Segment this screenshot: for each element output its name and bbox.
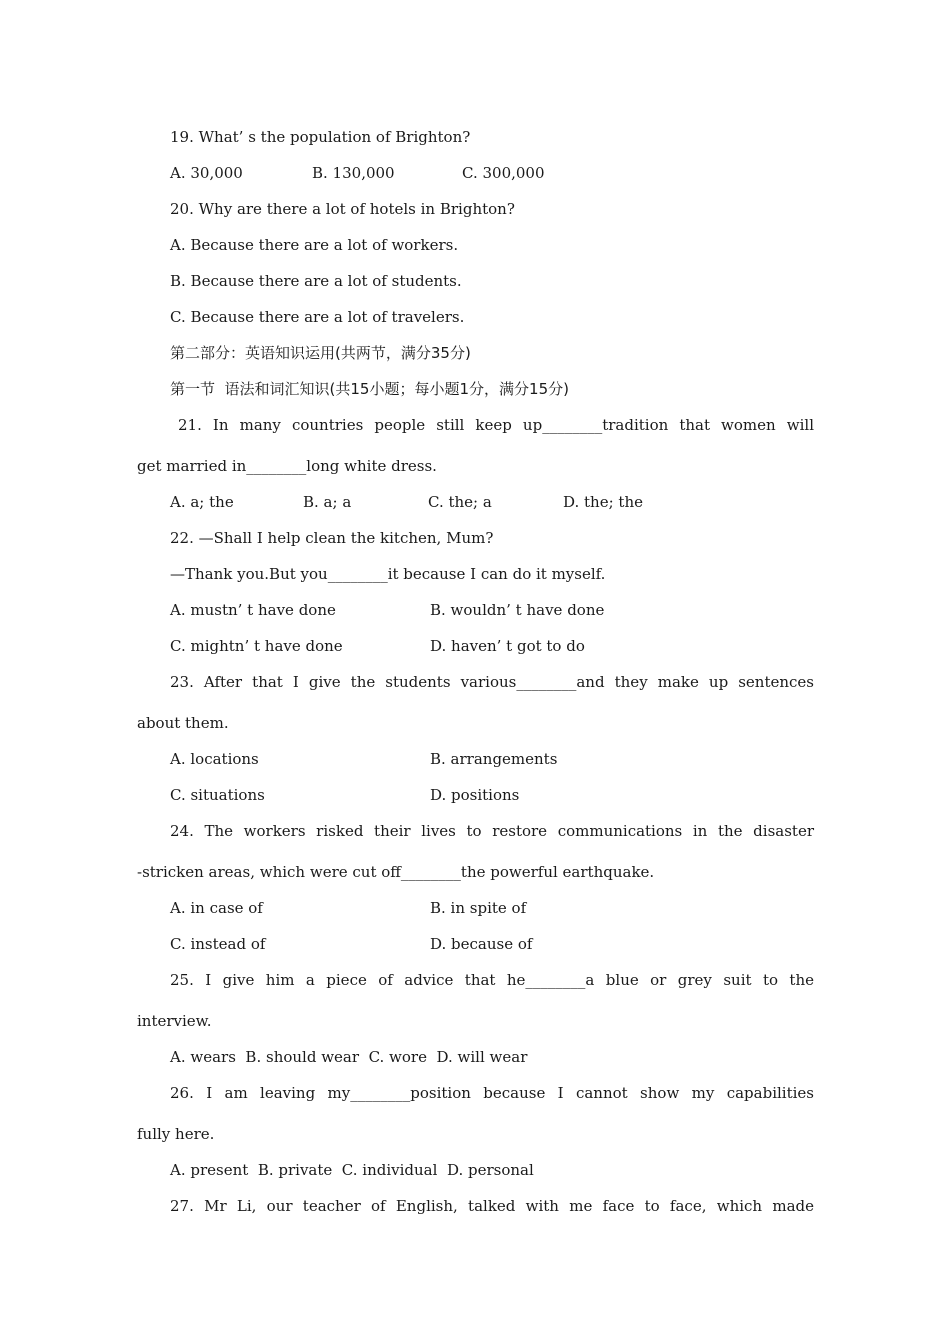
q20-stem: 20. Why are there a lot of hotels in Brighton? [170, 200, 515, 218]
q19-option-a: A. 30,000 [170, 164, 243, 182]
q26-stem-line2: fully here. [137, 1125, 215, 1143]
q21-option-c: C. the; a [428, 493, 492, 511]
q24-option-b: B. in spite of [430, 899, 527, 917]
q22-option-b: B. wouldn’ t have done [430, 601, 605, 619]
q27-stem-line1: 27. Mr Li, our teacher of English, talked with me face to face, which made [170, 1197, 814, 1215]
q19-option-b: B. 130,000 [312, 164, 395, 182]
q24-option-c: C. instead of [170, 935, 266, 953]
q21-option-a: A. a; the [170, 493, 234, 511]
part2-heading: 第二部分：英语知识运用(共两节，满分35分) [170, 344, 471, 362]
q26-stem-line1: 26. I am leaving my________position because I cannot show my capabilities [170, 1084, 814, 1102]
q23-option-a: A. locations [170, 750, 259, 768]
q25-stem-line1: 25. I give him a piece of advice that he________a blue or grey suit to the [170, 971, 814, 989]
q20-option-c: C. Because there are a lot of travelers. [170, 308, 465, 326]
q23-stem-line2: about them. [137, 714, 229, 732]
q24-option-d: D. because of [430, 935, 533, 953]
q23-stem-line1: 23. After that I give the students various________and they make up sentences [170, 673, 814, 691]
q25-options: A. wears B. should wear C. wore D. will wear [170, 1048, 528, 1066]
q24-stem-line2: -stricken areas, which were cut off________the powerful earthquake. [137, 863, 655, 881]
q19-stem: 19. What’ s the population of Brighton? [170, 128, 471, 146]
q23-option-d: D. positions [430, 786, 520, 804]
q19-option-c: C. 300,000 [462, 164, 545, 182]
q24-stem-line1: 24. The workers risked their lives to restore communications in the disaster [170, 822, 814, 840]
q21-stem-line1: 21. In many countries people still keep up________tradition that women will [178, 416, 814, 434]
q25-stem-line2: interview. [137, 1012, 212, 1030]
q26-options: A. present B. private C. individual D. personal [170, 1161, 534, 1179]
q21-stem-line2: get married in________long white dress. [137, 457, 437, 475]
q22-reply: —Thank you.But you________it because I can do it myself. [170, 565, 606, 583]
q22-option-c: C. mightn’ t have done [170, 637, 343, 655]
q22-stem: 22. —Shall I help clean the kitchen, Mum? [170, 529, 494, 547]
q23-option-b: B. arrangements [430, 750, 558, 768]
q20-option-b: B. Because there are a lot of students. [170, 272, 462, 290]
q21-option-b: B. a; a [303, 493, 352, 511]
q23-option-c: C. situations [170, 786, 265, 804]
q20-option-a: A. Because there are a lot of workers. [170, 236, 459, 254]
q22-option-a: A. mustn’ t have done [170, 601, 336, 619]
q21-option-d: D. the; the [563, 493, 643, 511]
section1-heading: 第一节 语法和词汇知识(共15小题；每小题1分，满分15分) [170, 380, 569, 398]
q24-option-a: A. in case of [170, 899, 263, 917]
q22-option-d: D. haven’ t got to do [430, 637, 585, 655]
